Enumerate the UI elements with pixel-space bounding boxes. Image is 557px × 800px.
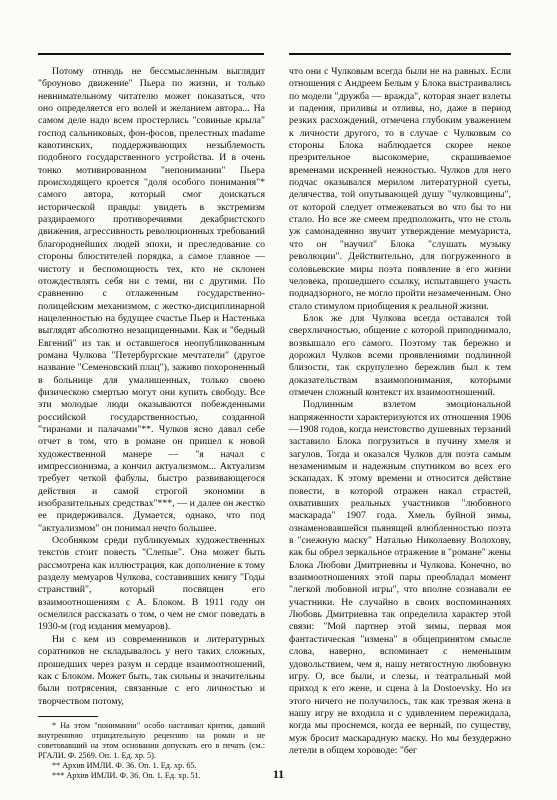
paragraph: Потому отнюдь не бессмысленным выглядит "броуново движение" Пьера по жизни, и только невнимательному читателю может показаться, что оно определяется его волей и желанием автора... На самом деле надо всем простерлись "совиные крыла" господ сальниковых, фон-фосов, прелестных madame кавотинских, поддерживающих незыблемость подобного государственного устройства. И в очень тонко мотивированном "непонимании" Пьера происходящего кроется "доля особого понимания"* самого автора, который смог доискаться исторической правды: увидеть в экстремизм раздираемого противоречиями декабристского движения, агрессивность революционных требований благороднейших людей эпохи, и преследование со стороны блюстителей порядка, а самое главное — чистоту и беспомощность тех, кто не склонен отождествлять себя ни с теми, ни с другими. По сравнению с отлаженным государственно-полицейским механизмом, с жестко-дисциплинарной нацеленностью на будущее счастье Пьер и Настенька выглядят абсолютно незащищенными. Как и "бедный Евгений" из так и оставшегося неопубликованным романа Чулкова "Петербургские мечтатели" (другое название "Семеновский плац"), заживо похороненный в больнице для умалишенных, только своею физическою смертью могут они купить свободу. Все эти молодые люди оказываются побежденными российской государственностью, созданной "тиранами и палачами"**. Чулков ясно давал себе отчет в том, что в романе он пришел к новой художественной манере — "я начал с импрессионизма, а кончил актуализмом... Актуализм требует четкой фабулы, быстро развивающегося действия и самой строгой экономии в изобразительных средствах"***, — и далее он жестко ее придерживался. Думается, однако, что под "актуализмом" он понимал нечто большее. — [38, 66, 265, 534]
paragraph: Особняком среди публикуемых художественных текстов стоит повесть "Слепые". Она может быть рассмотрена как иллюстрация, как дополнение к тому разделу мемуаров Чулкова, составивших книгу "Годы странствий", который посвящен его взаимоотношениям с А. Блоком. В 1911 году он осмелился рассказать о том, о чем не смог поведать в 1930-м (год издания мемуаров). — [38, 535, 265, 633]
paragraph: Подлинным взлетом эмоциональной напряженности характеризуются их отношения 1906—1908 годов, когда неистовство душевных терзаний заставило Блока погрузиться в пучину хмеля и загулов. Тогда и оказался Чулков для поэта самым незаменимым и надежным спутником во всех его эскападах. К этому времени и относится действие повести, в которой отражен накал страстей, охвативших реальных участников "любовного маскарада" 1907 года. Хмель буйной зимы, ознаменовавшейся пьянящей влюбленностью поэта в "снежную маску" Наталью Николаевну Волохову, как бы обрел зеркальное отражение в "романе" жены Блока Любови Дмитриевны и Чулкова. Конечно, во взаимоотношениях этой пары преобладал момент "легкой любовной игры", что вполне сознавали ее участники. Не случайно в своих воспоминаниях Любовь Дмитриевна так определила характер этой связи: "Мой партнер этой зимы, первая моя фантастическая "измена" в общепринятом смысле слова, наверно, вспоминает с неменьшим удовольствием, чем я, нашу нетягостную любовную игру. О, все были, и слезы, и театральный мой приход к его жене, и сцена à la Dostoevsky. Но из этого ничего не получилось, так как трезвая жена в нашу игру не входила и с удивлением пережидала, когда мы проснемся, когда ее верный, по существу, муж бросит маскарадную маску. Но мы безудержно летели в общем хороводе: "бег — [289, 399, 511, 756]
top-rule-left — [38, 53, 264, 55]
paragraph: что они с Чулковым всегда были не на равных. Если отношения с Андреем Белым у Блока выстраивались по модели "дружба — вражда", которая знает взлеты и падения, приливы и отливы, но, даже в период резких расхождений, отмечена глубоким уважением к личности другого, то в случае с Чулковым со стороны Блока наблюдается скорее некое презрительное высокомерие, скрашиваемое временами искренней нежностью. Чулков для него подчас оказывался мерилом литературной суеты, делячества, той опутывающей душу "чулковщины", от которой следует отмежеваться во что бы то ни стало. Но все же смеем предположить, что не столь уж самонадеянно звучит утверждение мемуариста, что он "научил" Блока "слушать музыку революции". Действительно, для погруженного в соловьевские миры поэта появление в его жизни человека, прошедшего ссылку, испытавшего участь поднадзорного, не могло пройти незамеченным. Оно стало стимулом приобщения к реальной жизни. — [289, 66, 511, 312]
top-rule-right — [289, 53, 511, 55]
page-number: 11 — [272, 767, 285, 781]
footnote: *** Архив ИМЛИ. Ф. 36. Оп. 1. Ед. хр. 51. — [52, 770, 201, 780]
paragraph: Блок же для Чулкова всегда оставался той сверхличностью, общение с которой приподнимало, возвышало его самого. Поэтому так бережно и дорожил Чулков всеми проявлениями подлинной близости, так скрупулезно бережлив был к тем доказательствам взаимопонимания, которыми отмечен сложный контекст их взаимоотношений. — [289, 312, 511, 398]
footnote-divider — [38, 716, 98, 717]
text-column-left — [38, 66, 265, 780]
footnote: * На этом "понимании" особо настаивал критик, давший внутреннюю отрицательную рецензию на роман и не советовавший на этом основании допускать его в печать (см.: РГАЛИ. Ф. 2569. Оп. 1. Ед. хр. 5). — [38, 720, 265, 760]
text-column-right — [289, 66, 511, 761]
paragraph: Ни с кем из современников и литературных соратников не складывалось у него таких сложных, прошедших через разум и сердце взаимоотношений, как с Блоком. Может быть, так сильны и значительны были потрясения, связанные с его личностью и творчеством потому, — [38, 633, 265, 707]
footnote: ** Архив ИМЛИ. Ф. 36. Оп. 1. Ед. хр. 65. — [52, 760, 197, 770]
